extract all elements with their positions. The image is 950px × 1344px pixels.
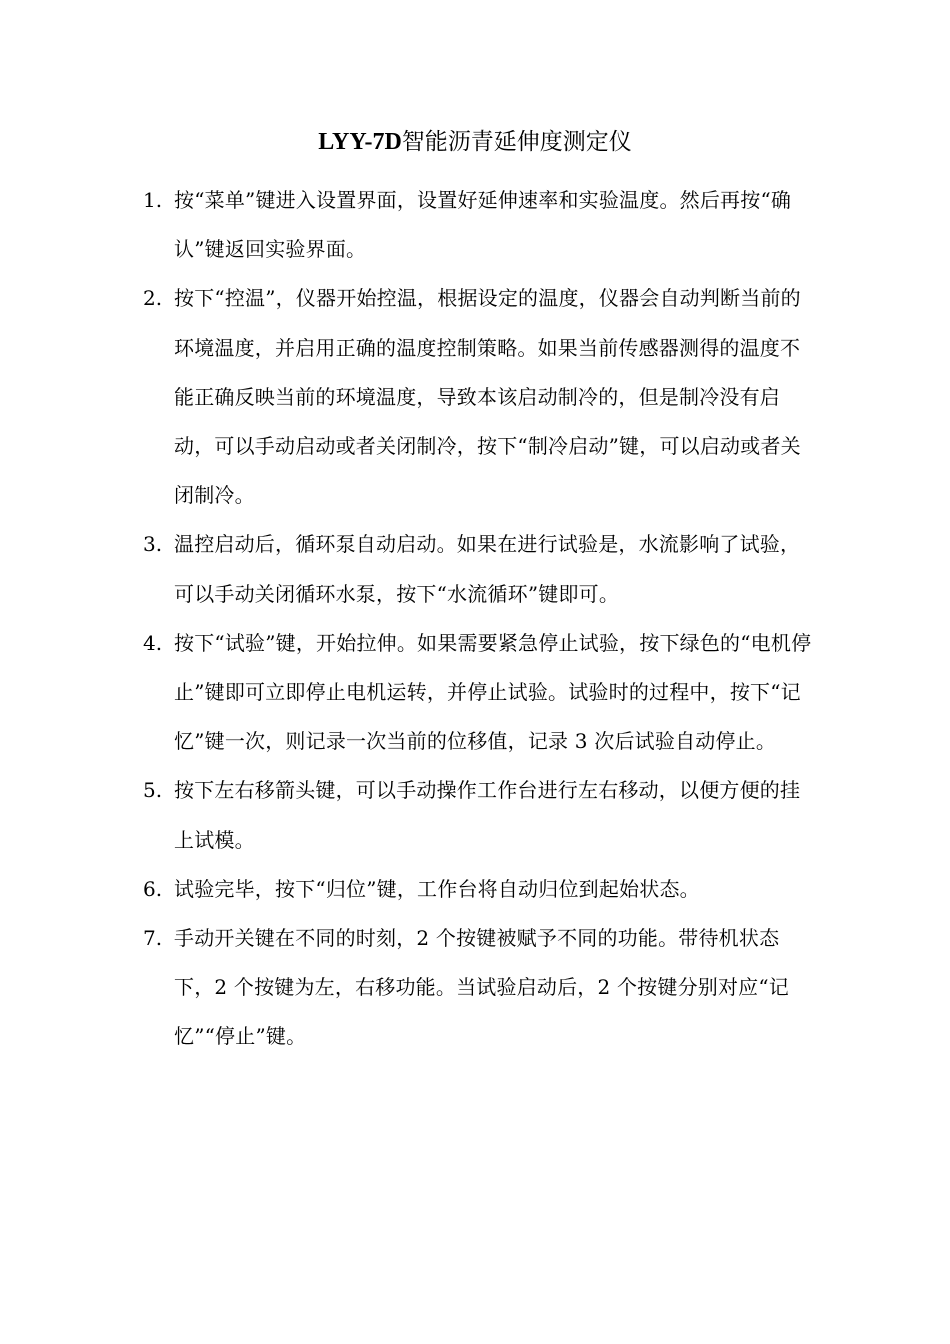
step-number: 5.	[143, 778, 163, 803]
instruction-step-6	[143, 865, 813, 914]
document-title	[0, 125, 950, 159]
instruction-step-7	[143, 914, 813, 1062]
step-number: 4.	[143, 630, 163, 655]
step-text: 温控启动后，循环泵自动启动。如果在进行试验是，水流影响了试验，可以手动关闭循环水泵，按下“水流循环”键即可。	[174, 532, 801, 606]
instruction-list	[143, 176, 813, 1062]
step-number: 1.	[143, 188, 163, 212]
step-text: 按“菜单”键进入设置界面，设置好延伸速率和实验温度。然后再按“确认”键返回实验界面。	[174, 188, 792, 262]
title-name: 智能沥青延伸度测定仪	[401, 129, 632, 155]
step-number: 7.	[143, 926, 163, 951]
instruction-step-1	[143, 176, 813, 274]
step-text: 按下“试验”键，开始拉伸。如果需要紧急停止试验，按下绿色的“电机停止”键即可立即停止电机运转，并停止试验。试验时的过程中，按下“记忆”键一次，则记录一次当前的位移值，记录 3 次后试验自动停止。	[174, 630, 812, 754]
step-text: 按下左右移箭头键，可以手动操作工作台进行左右移动，以便方便的挂上试模。	[174, 778, 801, 852]
instruction-step-3	[143, 520, 813, 618]
title-model: LYY-7D	[318, 129, 402, 155]
step-number: 2.	[143, 286, 163, 311]
step-text: 手动开关键在不同的时刻，2 个按键被赋予不同的功能。带待机状态下，2 个按键为左，右移功能。当试验启动后，2 个按键分别对应“记忆”“停止”键。	[174, 926, 789, 1049]
instruction-step-4	[143, 619, 813, 767]
step-number: 6.	[143, 876, 163, 901]
step-text: 试验完毕，按下“归位”键，工作台将自动归位到起始状态。	[174, 876, 700, 901]
step-number: 3.	[143, 532, 163, 557]
step-text: 按下“控温”，仪器开始控温，根据设定的温度，仪器会自动判断当前的环境温度，并启用正确的温度控制策略。如果当前传感器测得的温度不能正确反映当前的环境温度，导致本该启动制冷的，但是制冷没有启动，可以手动启动或者关闭制冷，按下“制冷启动”键，可以启动或者关闭制冷。	[174, 286, 801, 508]
instruction-step-2	[143, 274, 813, 520]
instruction-step-5	[143, 766, 813, 864]
